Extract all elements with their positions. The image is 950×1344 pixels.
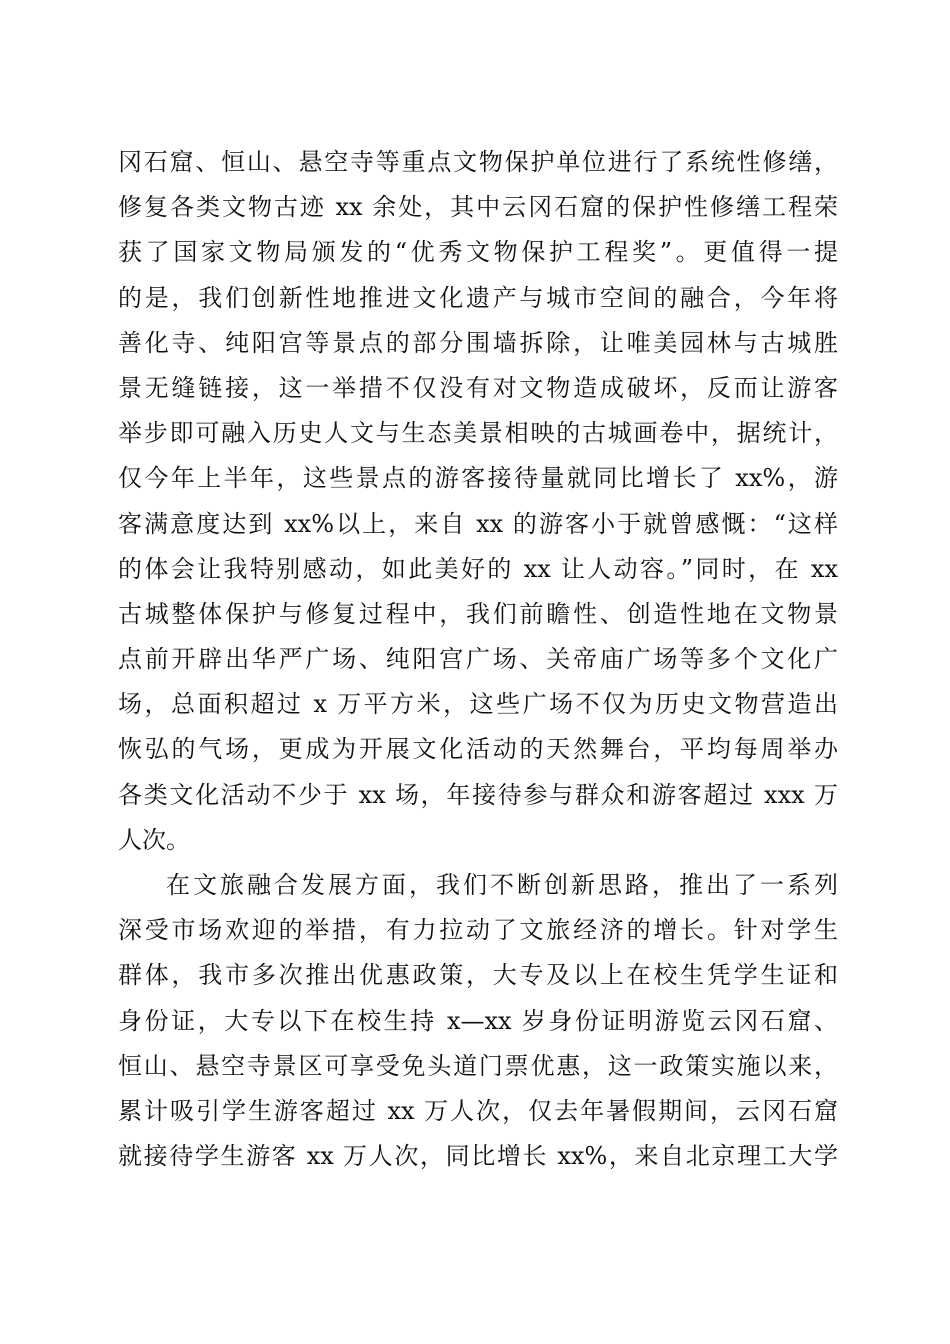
text-line: 累计吸引学生游客超过 xx 万人次，仅去年暑假期间，云冈石窟 [118, 1096, 838, 1125]
text-line: 的是，我们创新性地推进文化遗产与城市空间的融合，今年将 [118, 283, 838, 312]
text-line: 仅今年上半年，这些景点的游客接待量就同比增长了 xx%，游 [118, 464, 838, 493]
text-line: 场，总面积超过 x 万平方米，这些广场不仅为历史文物营造出 [118, 690, 838, 719]
text-line: 举步即可融入历史人文与生态美景相映的古城画卷中，据统计， [118, 419, 838, 448]
text-line: 深受市场欢迎的举措，有力拉动了文旅经济的增长。针对学生 [118, 916, 838, 945]
paragraph-culture-tourism [118, 863, 838, 1179]
text-line: 恒山、悬空寺景区可享受免头道门票优惠，这一政策实施以来， [118, 1051, 838, 1080]
text-line: 就接待学生游客 xx 万人次，同比增长 xx%，来自北京理工大学 [118, 1142, 838, 1171]
text-line: 冈石窟、恒山、悬空寺等重点文物保护单位进行了系统性修缮， [118, 148, 838, 176]
text-line: 景无缝链接，这一举措不仅没有对文物造成破坏，反而让游客 [118, 373, 838, 402]
text-line: 的体会让我特别感动，如此美好的 xx 让人动容。”同时，在 xx [118, 554, 838, 583]
text-line: 身份证，大专以下在校生持 x—xx 岁身份证明游览云冈石窟、 [118, 1006, 838, 1035]
text-line: 客满意度达到 xx%以上，来自 xx 的游客小于就曾感慨：“这样 [118, 509, 838, 538]
text-line: 在文旅融合发展方面，我们不断创新思路，推出了一系列 [166, 871, 838, 899]
text-line: 古城整体保护与修复过程中，我们前瞻性、创造性地在文物景 [118, 599, 838, 628]
paragraph-heritage-protection [118, 140, 838, 863]
document-body [118, 140, 838, 1179]
text-line: 善化寺、纯阳宫等景点的部分围墙拆除，让唯美园林与古城胜 [118, 328, 838, 357]
text-line: 修复各类文物古迹 xx 余处，其中云冈石窟的保护性修缮工程荣 [118, 193, 838, 222]
text-line: 人次。 [118, 825, 190, 854]
text-line: 获了国家文物局颁发的“优秀文物保护工程奖”。更值得一提 [118, 238, 838, 267]
text-line: 点前开辟出华严广场、纯阳宫广场、关帝庙广场等多个文化广 [118, 645, 838, 674]
text-line: 群体，我市多次推出优惠政策，大专及以上在校生凭学生证和 [118, 961, 838, 990]
text-line: 恢弘的气场，更成为开展文化活动的天然舞台，平均每周举办 [118, 735, 838, 764]
text-line: 各类文化活动不少于 xx 场，年接待参与群众和游客超过 xxx 万 [118, 780, 838, 809]
